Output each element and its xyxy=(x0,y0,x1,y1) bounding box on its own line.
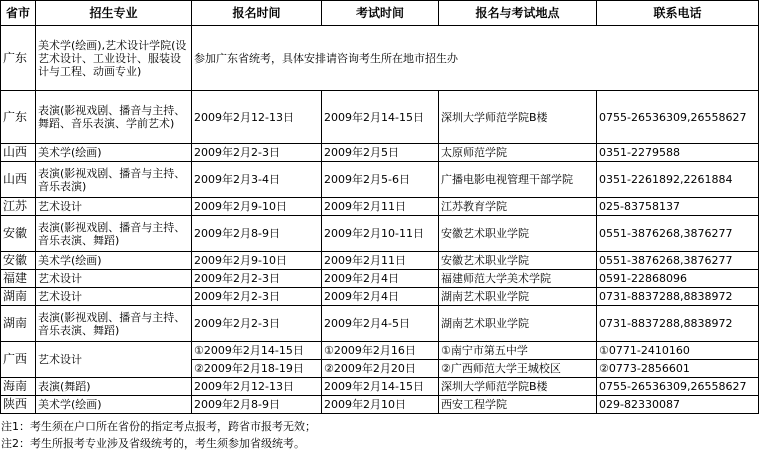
col-header-major: 招生专业 xyxy=(36,1,192,26)
place-cell: 湖南艺术职业学院 xyxy=(439,306,597,342)
exam-time-cell: 2009年2月4日 xyxy=(322,288,439,306)
col-header-phone: 联系电话 xyxy=(597,1,759,26)
major-cell: 表演(影视戏剧、播音与主持、音乐表演、舞蹈) xyxy=(36,306,192,342)
phone-cell: 0351-2279588 xyxy=(597,144,759,162)
reg-time-cell: ②2009年2月18-19日 xyxy=(192,360,322,378)
province-cell: 广西 xyxy=(1,342,36,378)
province-cell: 山西 xyxy=(1,144,36,162)
table-row xyxy=(1,342,759,360)
reg-time-cell: 2009年2月3-4日 xyxy=(192,162,322,198)
phone-cell: 0591-22868096 xyxy=(597,270,759,288)
table-row xyxy=(1,91,759,144)
col-header-province: 省市 xyxy=(1,1,36,26)
major-cell: 美术学(绘画),艺术设计学院(设艺术设计、工业设计、服装设计与工程、动画专业) xyxy=(36,26,192,91)
major-cell: 美术学(绘画) xyxy=(36,252,192,270)
phone-cell: 0551-3876268,3876277 xyxy=(597,252,759,270)
place-cell: 深圳大学师范学院B楼 xyxy=(439,378,597,396)
major-cell: 美术学(绘画) xyxy=(36,396,192,414)
province-cell: 安徽 xyxy=(1,252,36,270)
place-cell: ①南宁市第五中学 xyxy=(439,342,597,360)
phone-cell: 025-83758137 xyxy=(597,198,759,216)
major-cell: 表演(影视戏剧、播音与主持、音乐表演) xyxy=(36,162,192,198)
table-row xyxy=(1,26,759,91)
exam-time-cell: 2009年2月10-11日 xyxy=(322,216,439,252)
table-row xyxy=(1,396,759,414)
reg-time-cell: 2009年2月12-13日 xyxy=(192,378,322,396)
place-cell: 江苏教育学院 xyxy=(439,198,597,216)
province-cell: 广东 xyxy=(1,91,36,144)
major-cell: 艺术设计 xyxy=(36,342,192,378)
exam-time-cell: ①2009年2月16日 xyxy=(322,342,439,360)
table-row xyxy=(1,306,759,342)
major-cell: 艺术设计 xyxy=(36,198,192,216)
reg-time-cell: 2009年2月2-3日 xyxy=(192,144,322,162)
reg-time-cell: 2009年2月2-3日 xyxy=(192,306,322,342)
province-cell: 山西 xyxy=(1,162,36,198)
phone-cell: 0731-8837288,8838972 xyxy=(597,306,759,342)
exam-time-cell: 2009年2月14-15日 xyxy=(322,378,439,396)
table-row xyxy=(1,144,759,162)
place-cell: 广播电影电视管理干部学院 xyxy=(439,162,597,198)
phone-cell: 0755-26536309,26558627 xyxy=(597,378,759,396)
province-cell: 湖南 xyxy=(1,288,36,306)
place-cell: 太原师范学院 xyxy=(439,144,597,162)
reg-time-cell: 2009年2月9-10日 xyxy=(192,252,322,270)
exam-time-cell: 2009年2月5日 xyxy=(322,144,439,162)
reg-time-cell: 2009年2月12-13日 xyxy=(192,91,322,144)
col-header-place: 报名与考试地点 xyxy=(439,1,597,26)
table-row xyxy=(1,378,759,396)
exam-time-cell: ②2009年2月20日 xyxy=(322,360,439,378)
table-row xyxy=(1,252,759,270)
place-cell: 西安工程学院 xyxy=(439,396,597,414)
exam-time-cell: 2009年2月4日 xyxy=(322,270,439,288)
footnote-2: 注2：考生所报考专业涉及省级统考的，考生须参加省级统考。 xyxy=(1,437,305,450)
table-row xyxy=(1,288,759,306)
table-row xyxy=(1,198,759,216)
exam-time-cell: 2009年2月4-5日 xyxy=(322,306,439,342)
phone-cell: ②0773-2856601 xyxy=(597,360,759,378)
col-header-exam-time: 考试时间 xyxy=(322,1,439,26)
major-cell: 艺术设计 xyxy=(36,288,192,306)
phone-cell: 0755-26536309,26558627 xyxy=(597,91,759,144)
table-row xyxy=(1,162,759,198)
province-cell: 陕西 xyxy=(1,396,36,414)
table-row xyxy=(1,270,759,288)
major-cell: 美术学(绘画) xyxy=(36,144,192,162)
exam-time-cell: 2009年2月10日 xyxy=(322,396,439,414)
province-cell: 湖南 xyxy=(1,306,36,342)
exam-time-cell: 2009年2月11日 xyxy=(322,198,439,216)
place-cell: 福建师范大学美术学院 xyxy=(439,270,597,288)
footnote-1: 注1：考生须在户口所在省份的指定考点报考，跨省市报考无效； xyxy=(1,420,316,433)
merged-info-cell: 参加广东省统考，具体安排请咨询考生所在地市招生办 xyxy=(192,26,759,91)
exam-time-cell: 2009年2月11日 xyxy=(322,252,439,270)
exam-time-cell: 2009年2月14-15日 xyxy=(322,91,439,144)
phone-cell: 029-82330087 xyxy=(597,396,759,414)
reg-time-cell: ①2009年2月14-15日 xyxy=(192,342,322,360)
reg-time-cell: 2009年2月8-9日 xyxy=(192,216,322,252)
reg-time-cell: 2009年2月8-9日 xyxy=(192,396,322,414)
reg-time-cell: 2009年2月2-3日 xyxy=(192,270,322,288)
major-cell: 艺术设计 xyxy=(36,270,192,288)
phone-cell: 0551-3876268,3876277 xyxy=(597,216,759,252)
province-cell: 江苏 xyxy=(1,198,36,216)
place-cell: 安徽艺术职业学院 xyxy=(439,252,597,270)
phone-cell: 0351-2261892,2261884 xyxy=(597,162,759,198)
place-cell: ②广西师范大学王城校区 xyxy=(439,360,597,378)
place-cell: 湖南艺术职业学院 xyxy=(439,288,597,306)
phone-cell: ①0771-2410160 xyxy=(597,342,759,360)
place-cell: 安徽艺术职业学院 xyxy=(439,216,597,252)
place-cell: 深圳大学师范学院B楼 xyxy=(439,91,597,144)
province-cell: 福建 xyxy=(1,270,36,288)
province-cell: 安徽 xyxy=(1,216,36,252)
table-row xyxy=(1,216,759,252)
major-cell: 表演(影视戏剧、播音与主持、音乐表演、舞蹈) xyxy=(36,216,192,252)
phone-cell: 0731-8837288,8838972 xyxy=(597,288,759,306)
reg-time-cell: 2009年2月9-10日 xyxy=(192,198,322,216)
header-row xyxy=(1,1,759,26)
province-cell: 广东 xyxy=(1,26,36,91)
province-cell: 海南 xyxy=(1,378,36,396)
col-header-reg-time: 报名时间 xyxy=(192,1,322,26)
exam-time-cell: 2009年2月5-6日 xyxy=(322,162,439,198)
major-cell: 表演(影视戏剧、播音与主持、舞蹈、音乐表演、学前艺术) xyxy=(36,91,192,144)
reg-time-cell: 2009年2月2-3日 xyxy=(192,288,322,306)
major-cell: 表演(舞蹈) xyxy=(36,378,192,396)
